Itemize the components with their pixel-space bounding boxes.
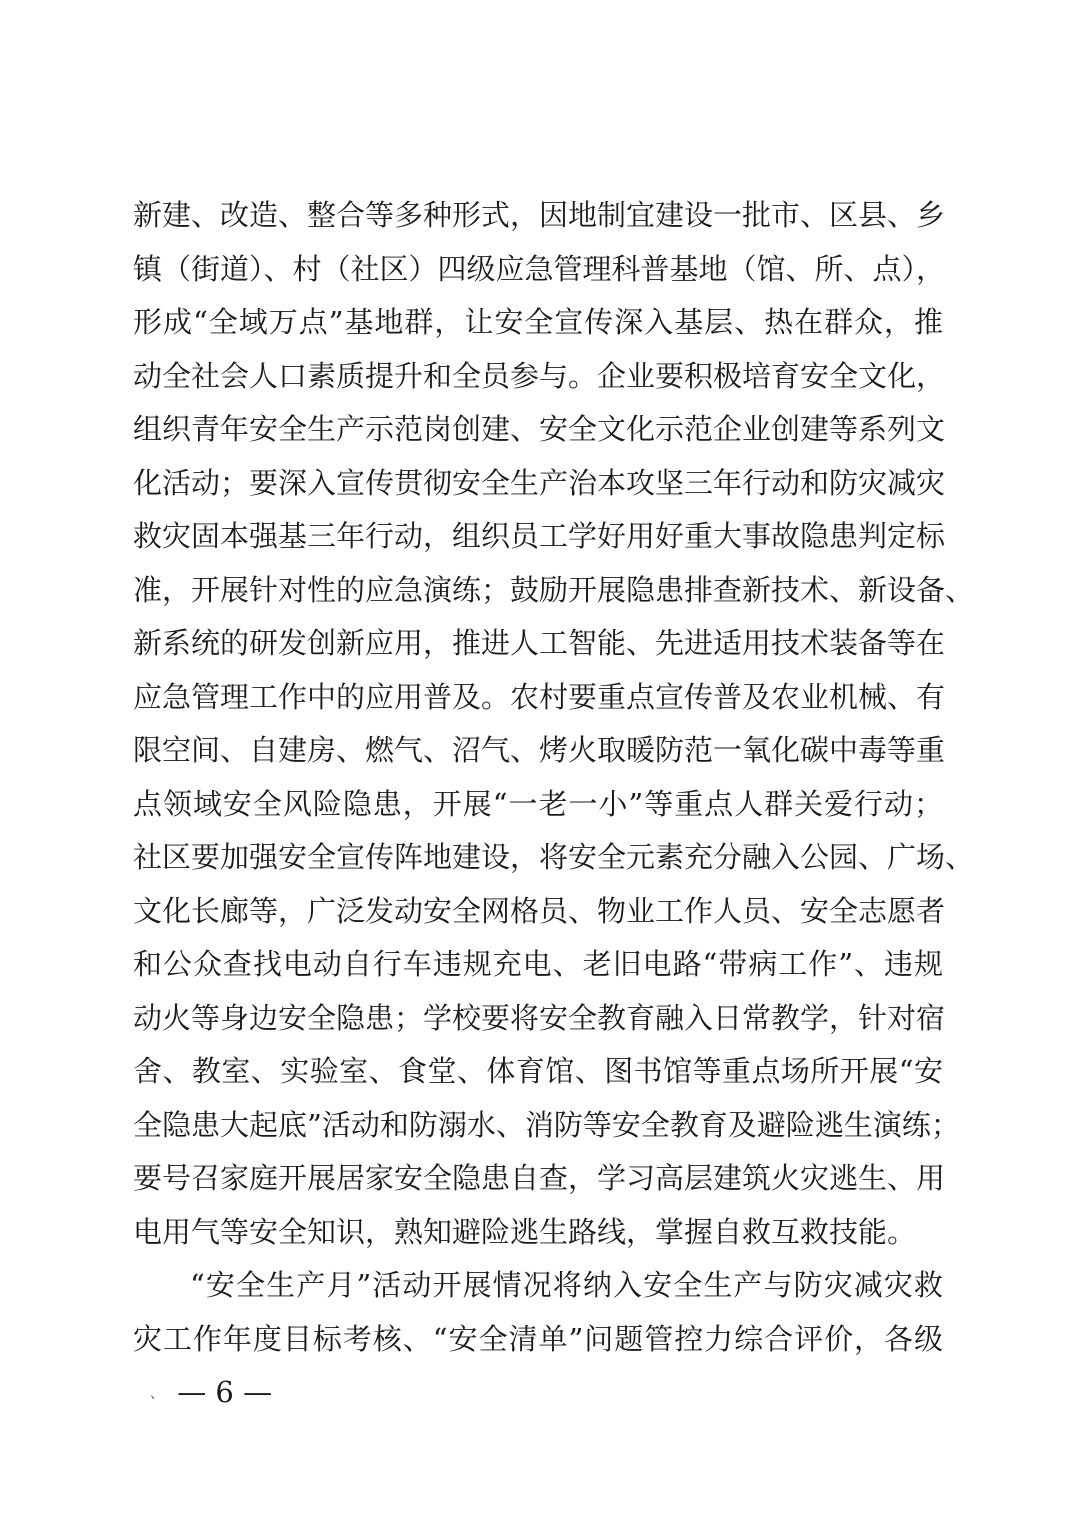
text-line: 舍、教室、实验室、食堂、体育馆、图书馆等重点场所开展“安: [133, 1054, 943, 1088]
text-line: 应急管理工作中的应用普及。农村要重点宣传普及农业机械、有: [133, 680, 946, 714]
text-line: 形成“全域万点”基地群，让安全宣传深入基层、热在群众，推: [133, 305, 943, 339]
text-line: 社区要加强安全宣传阵地建设，将安全元素充分融入公园、广场、: [133, 840, 975, 874]
paragraph-first-line: “安全生产月”活动开展情况将纳入安全生产与防灾减灾救: [190, 1268, 943, 1302]
text-line: 文化长廊等，广泛发动安全网格员、物业工作人员、安全志愿者: [133, 894, 946, 928]
text-line: 新系统的研发创新应用，推进人工智能、先进适用技术装备等在: [133, 626, 946, 660]
text-line: 和公众查找电动自行车违规充电、老旧电路“带病工作”、违规: [133, 947, 943, 981]
footer-mark: 、: [150, 1386, 164, 1402]
text-line: 准，开展针对性的应急演练；鼓励开展隐患排查新技术、新设备、: [133, 573, 975, 607]
text-line: 新建、改造、整合等多种形式，因地制宜建设一批市、区县、乡: [133, 198, 946, 232]
text-line: 电用气等安全知识，熟知避险逃生路线，掌握自救互救技能。: [133, 1215, 917, 1249]
text-line: 动全社会人口素质提升和全员参与。企业要积极培育安全文化，: [133, 359, 946, 393]
text-line: 点领域安全风险隐患，开展“一老一小”等重点人群关爱行动；: [133, 787, 943, 821]
text-line: 组织青年安全生产示范岗创建、安全文化示范企业创建等系列文: [133, 412, 946, 446]
page-number: — 6 —: [177, 1375, 273, 1409]
text-line: 灾工作年度目标考核、“安全清单”问题管控力综合评价，各级: [133, 1322, 943, 1356]
text-line: 救灾固本强基三年行动，组织员工学好用好重大事故隐患判定标: [133, 519, 946, 553]
page-footer: [150, 1368, 272, 1416]
text-line: 动火等身边安全隐患；学校要将安全教育融入日常教学，针对宿: [133, 1001, 946, 1035]
text-line: 镇（街道）、村（社区）四级应急管理科普基地（馆、所、点），: [133, 252, 946, 286]
text-line: 全隐患大起底”活动和防溺水、消防等安全教育及避险逃生演练；: [133, 1108, 960, 1142]
text-line: 限空间、自建房、燃气、沼气、烤火取暖防范一氧化碳中毒等重: [133, 733, 946, 767]
text-line: 化活动；要深入宣传贯彻安全生产治本攻坚三年行动和防灾减灾: [133, 466, 946, 500]
text-line: 要号召家庭开展居家安全隐患自查，学习高层建筑火灾逃生、用: [133, 1161, 946, 1195]
